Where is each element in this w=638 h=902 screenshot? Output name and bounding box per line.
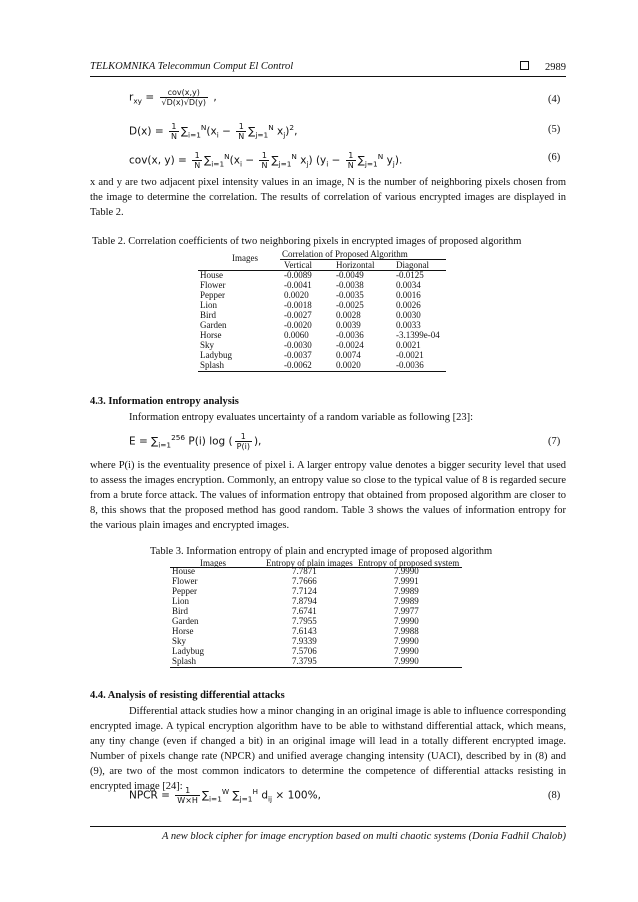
table-cell: 7.3795 — [292, 656, 317, 666]
equation-6-number: (6) — [548, 152, 561, 163]
table3 — [170, 558, 462, 667]
table2-col-diagonal: Diagonal — [396, 260, 429, 270]
footer-citation: A new block cipher for image encryption based on multi chaotic systems (Donia Fadhil Chalob) — [162, 831, 566, 842]
table3-caption: Table 3. Information entropy of plain and encrypted image of proposed algorithm — [150, 546, 493, 557]
table-cell: Horse — [200, 330, 222, 340]
table-cell: -0.0036 — [336, 330, 364, 340]
paragraph-differential: Differential attack studies how a minor changing in an original image is able to influence corresponding encrypted image. A typical encryption algorithm have to be able to withstand differential attack, which means, any tiny change (even if changed a bit) in an original image will lead in a totally different encrypted image. Number of pixels change rate (NPCR) and unified average changing intensity (UACI), described by in (8) and (9), are two of the most common indicators to determine the competence of differential attacks resisting in encrypted image [24]: — [90, 706, 566, 792]
page-number-block — [520, 61, 566, 73]
table-cell: -0.0049 — [336, 270, 364, 280]
table-cell: 7.7666 — [292, 576, 317, 586]
table-cell: 7.5706 — [292, 646, 317, 656]
table-cell: 0.0033 — [396, 320, 421, 330]
table-cell: 0.0074 — [336, 350, 361, 360]
table-row — [170, 586, 462, 596]
table-cell: -3.1399e-04 — [396, 330, 440, 340]
table-cell: -0.0025 — [336, 300, 364, 310]
table-cell: Ladybug — [200, 350, 232, 360]
section-4-3-heading: 4.3. Information entropy analysis — [90, 396, 239, 407]
table-cell: -0.0018 — [284, 300, 312, 310]
table-cell: Flower — [200, 280, 226, 290]
table-cell: Ladybug — [172, 646, 204, 656]
table-row — [198, 340, 446, 350]
table2-header-group: Correlation of Proposed Algorithm — [282, 249, 408, 259]
paragraph-entropy-intro: Information entropy evaluates uncertainty of a random variable as following [23]: — [129, 412, 474, 423]
table-cell: -0.0020 — [284, 320, 312, 330]
table-row — [170, 616, 462, 626]
table-cell: Lion — [172, 596, 189, 606]
table2 — [198, 249, 446, 371]
table-cell: -0.0021 — [396, 350, 424, 360]
table-row — [198, 330, 446, 340]
table-cell: 0.0016 — [396, 290, 421, 300]
table-cell: Bird — [200, 310, 217, 320]
table-cell: Splash — [172, 656, 197, 666]
table-cell: 7.9977 — [394, 606, 419, 616]
table-row — [170, 646, 462, 656]
table-row — [170, 626, 462, 636]
table2-caption: Table 2. Correlation coefficients of two neighboring pixels in encrypted images of proposed algorithm — [92, 236, 522, 247]
table-cell: Garden — [172, 616, 199, 626]
table-row — [198, 270, 446, 280]
journal-name: TELKOMNIKA Telecommun Comput El Control — [90, 61, 294, 72]
table-cell: -0.0027 — [284, 310, 312, 320]
paragraph-entropy-results: where P(i) is the eventuality presence of pixel i. A larger entropy value denotes a bigger security level that used to assess the images encryption. Commonly, an entropy value so close to the typical value of 8 is regarded secure from a brute force attack. The values of information entropy that obtained from proposed algorithm are closer to 8, this shows that the proposed method has good random. Table 3 shows the values of information entropy for the various plain images and encrypted images. — [90, 460, 566, 531]
table-cell: 7.9990 — [394, 656, 419, 666]
table-cell: -0.0062 — [284, 360, 312, 370]
table-cell: 7.7124 — [292, 586, 317, 596]
table-cell: 0.0026 — [396, 300, 421, 310]
table-cell: Sky — [172, 636, 187, 646]
table-cell: -0.0036 — [396, 360, 424, 370]
table-row — [198, 280, 446, 290]
page-number: 2989 — [545, 62, 566, 73]
table2-header-images: Images — [232, 253, 258, 263]
table-cell: -0.0041 — [284, 280, 312, 290]
table-cell: Sky — [200, 340, 215, 350]
table-cell: 0.0060 — [284, 330, 309, 340]
table-cell: -0.0038 — [336, 280, 364, 290]
table-cell: 7.7955 — [292, 616, 317, 626]
table-cell: -0.0089 — [284, 270, 312, 280]
table3-bottom-rule — [170, 667, 462, 668]
table2-col-horizontal: Horizontal — [336, 260, 375, 270]
table-cell: 0.0039 — [336, 320, 361, 330]
table-row — [198, 310, 446, 320]
equation-7: $E = \sum_{i=1}^{256}$ P(i) log ( $\frac{1}{P(i)}$ ), — [129, 432, 262, 451]
table-row — [170, 656, 462, 666]
table-row — [170, 606, 462, 616]
table-row — [198, 350, 446, 360]
equation-5-number: (5) — [548, 124, 561, 135]
table-cell: 7.9990 — [394, 646, 419, 656]
table-cell: -0.0035 — [336, 290, 364, 300]
eq4-fraction: $\frac{\text{cov(x,y)}}{√D(x)√D(y)}$ — [161, 88, 206, 107]
table2-col-vertical: Vertical — [284, 260, 312, 270]
table-cell: Splash — [200, 360, 225, 370]
table-row — [198, 300, 446, 310]
table-cell: 7.8794 — [292, 596, 317, 606]
table-cell: 7.9990 — [394, 636, 419, 646]
table2-bottom-rule — [198, 371, 446, 372]
table-cell: -0.0037 — [284, 350, 312, 360]
equation-5: D(x) = $\frac{1}{N}$ $\sum_{i=1}^N(x_i$ − $\frac{1}{N}$ $\sum_{j=1}^N$ $x_j)^2$, — [129, 122, 298, 141]
table-row — [198, 320, 446, 330]
table-cell: 7.9991 — [394, 576, 419, 586]
footer-rule — [90, 826, 566, 827]
table-cell: 7.9988 — [394, 626, 419, 636]
table-cell: 7.6143 — [292, 626, 317, 636]
table-row — [170, 566, 462, 576]
equation-8-number: (8) — [548, 790, 561, 801]
table-row — [170, 576, 462, 586]
table3-col-images: Images — [200, 558, 226, 568]
equation-7-number: (7) — [548, 436, 561, 447]
table-cell: -0.0030 — [284, 340, 312, 350]
checkbox-square-icon — [520, 61, 529, 70]
table-cell: -0.0125 — [396, 270, 424, 280]
table3-col-plain: Entropy of plain images — [266, 558, 353, 568]
paragraph-correlation: x and y are two adjacent pixel intensity values in an image, N is the number of neighboring pixels chosen from the image to determine the correlation. The results of correlation of various encrypted images are displayed in Table 2. — [90, 177, 566, 218]
table-cell: 7.9989 — [394, 586, 419, 596]
table3-col-enc: Entropy of proposed system — [358, 558, 460, 568]
table-cell: 0.0020 — [336, 360, 361, 370]
table-cell: Flower — [172, 576, 198, 586]
table-cell: Garden — [200, 320, 227, 330]
equation-6: cov(x, y) = $\frac{1}{N}$ $\sum_{i=1}^N(x_i$ − $\frac{1}{N}$ $\sum_{j=1}^N$ $x_j$) ($y_i$ − $\frac{1}{N}$ $\sum_{j=1}^N$ $y_j$). — [129, 151, 403, 170]
table-cell: 0.0034 — [396, 280, 421, 290]
table-cell: Horse — [172, 626, 194, 636]
equation-4: $r_{xy}$ = $\frac{\text{cov(x,y)}}{√D(x)√D(y)}$ , — [129, 88, 217, 107]
section-4-4-heading: 4.4. Analysis of resisting differential attacks — [90, 690, 285, 701]
table-row — [198, 360, 446, 370]
header-rule — [90, 76, 566, 77]
table-cell: 0.0028 — [336, 310, 361, 320]
table-cell: 7.7871 — [292, 566, 317, 576]
table-row — [170, 596, 462, 606]
table-row — [198, 290, 446, 300]
table-cell: 0.0030 — [396, 310, 421, 320]
table-cell: 7.9989 — [394, 596, 419, 606]
table-cell: Pepper — [172, 586, 197, 596]
equation-4-number: (4) — [548, 94, 561, 105]
table-cell: 0.0021 — [396, 340, 421, 350]
table-cell: -0.0024 — [336, 340, 364, 350]
table-row — [170, 636, 462, 646]
table-cell: Pepper — [200, 290, 225, 300]
table-cell: Bird — [172, 606, 189, 616]
table-cell: House — [200, 270, 223, 280]
table-cell: 7.9990 — [394, 566, 419, 576]
table-cell: 7.6741 — [292, 606, 317, 616]
table-cell: 7.9990 — [394, 616, 419, 626]
table-cell: 7.9339 — [292, 636, 317, 646]
equation-8: NPCR = $\frac{1}{W\times H}$ $\sum_{i=1}^W$ $\sum_{j=1}^H$ $d_{ij} \times 100\%$, — [129, 786, 321, 805]
table-cell: 0.0020 — [284, 290, 309, 300]
table-cell: Lion — [200, 300, 217, 310]
table-cell: House — [172, 566, 195, 576]
